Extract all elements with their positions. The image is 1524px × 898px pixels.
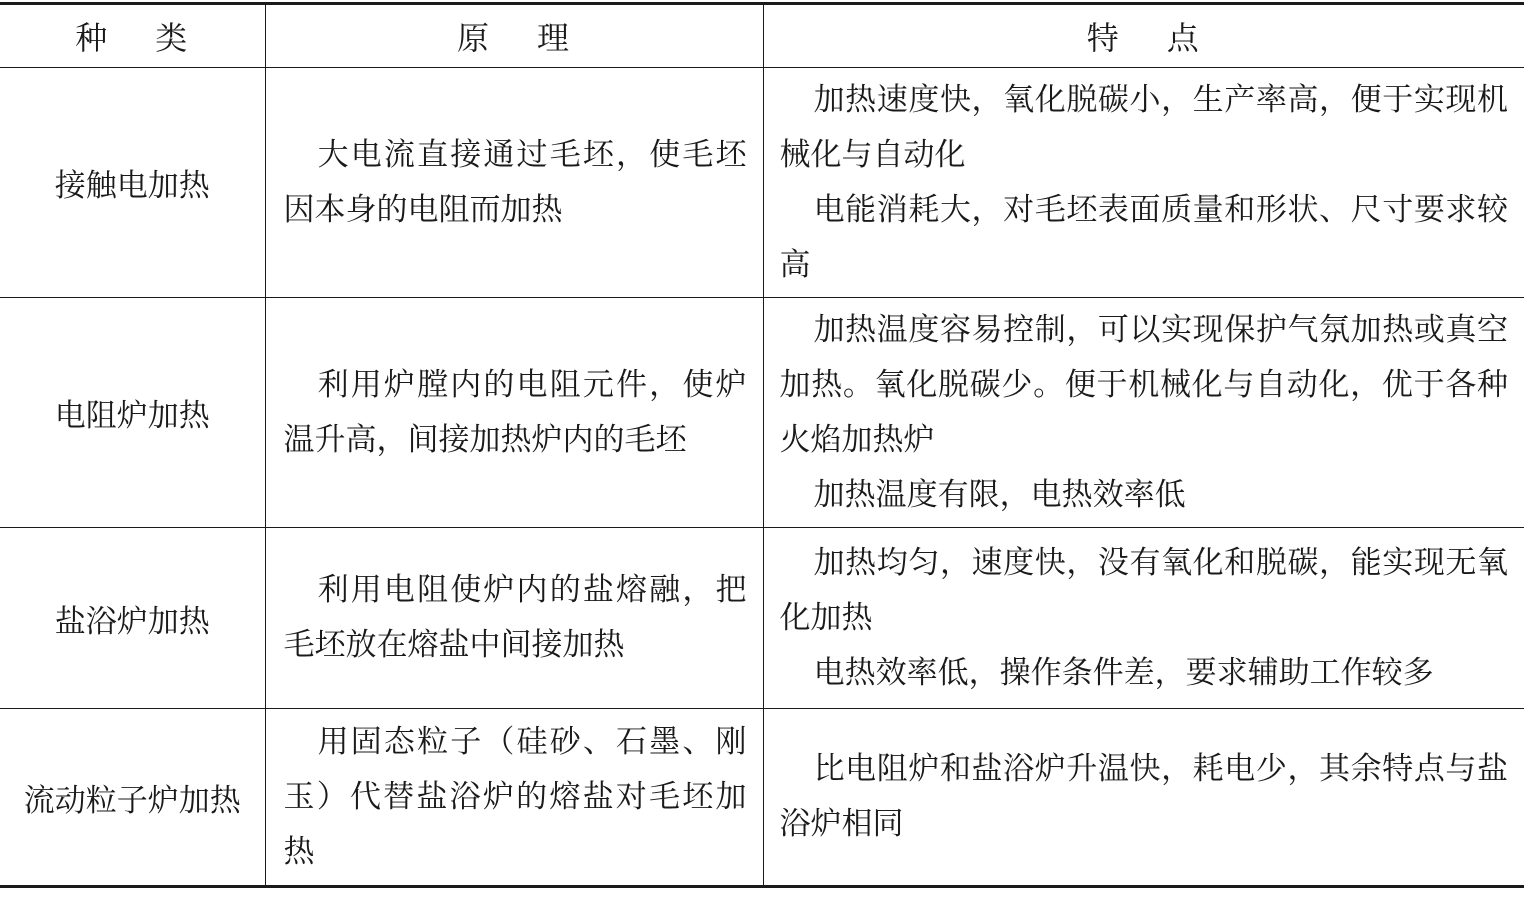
header-kind: 种 类 — [0, 4, 265, 68]
table-row — [0, 298, 1524, 528]
feature-cell — [763, 68, 1524, 298]
feature-cell — [763, 528, 1524, 709]
table-row — [0, 528, 1524, 709]
header-principle: 原 理 — [265, 4, 763, 68]
feature-text: 电热效率低，操作条件差，要求辅助工作较多 — [813, 654, 1434, 691]
feature-text: 加热速度快，氧化脱碳小，生产率高，便于实现机械化与自动化 — [779, 81, 1508, 173]
feature-cell — [763, 298, 1524, 528]
heating-methods-table — [0, 2, 1524, 888]
kind-cell: 接触电加热 — [0, 68, 265, 298]
header-feature: 特 点 — [763, 4, 1524, 68]
feature-text: 加热均匀，速度快，没有氧化和脱碳，能实现无氧化加热 — [779, 544, 1508, 636]
feature-cell — [763, 709, 1524, 887]
principle-text: 用固态粒子（硅砂、石墨、刚玉）代替盐浴炉的熔盐对毛坯加热 — [283, 723, 747, 870]
table-row — [0, 68, 1524, 298]
principle-cell — [265, 528, 763, 709]
principle-cell — [265, 709, 763, 887]
kind-cell: 流动粒子炉加热 — [0, 709, 265, 887]
principle-cell — [265, 298, 763, 528]
principle-text: 利用炉膛内的电阻元件，使炉温升高，间接加热炉内的毛坯 — [283, 366, 747, 458]
kind-cell: 盐浴炉加热 — [0, 528, 265, 709]
feature-text: 加热温度有限，电热效率低 — [813, 476, 1186, 513]
feature-text: 加热温度容易控制，可以实现保护气氛加热或真空加热。氧化脱碳少。便于机械化与自动化，优于各种火焰加热炉 — [779, 311, 1508, 458]
table-header-row — [0, 4, 1524, 68]
principle-cell — [265, 68, 763, 298]
table-row — [0, 709, 1524, 887]
principle-text: 利用电阻使炉内的盐熔融，把毛坯放在熔盐中间接加热 — [283, 572, 747, 663]
feature-text: 比电阻炉和盐浴炉升温快，耗电少，其余特点与盐浴炉相同 — [779, 751, 1508, 842]
feature-text: 电能消耗大，对毛坯表面质量和形状、尺寸要求较高 — [779, 191, 1508, 283]
kind-cell: 电阻炉加热 — [0, 298, 265, 528]
principle-text: 大电流直接通过毛坯，使毛坯因本身的电阻而加热 — [283, 136, 747, 228]
